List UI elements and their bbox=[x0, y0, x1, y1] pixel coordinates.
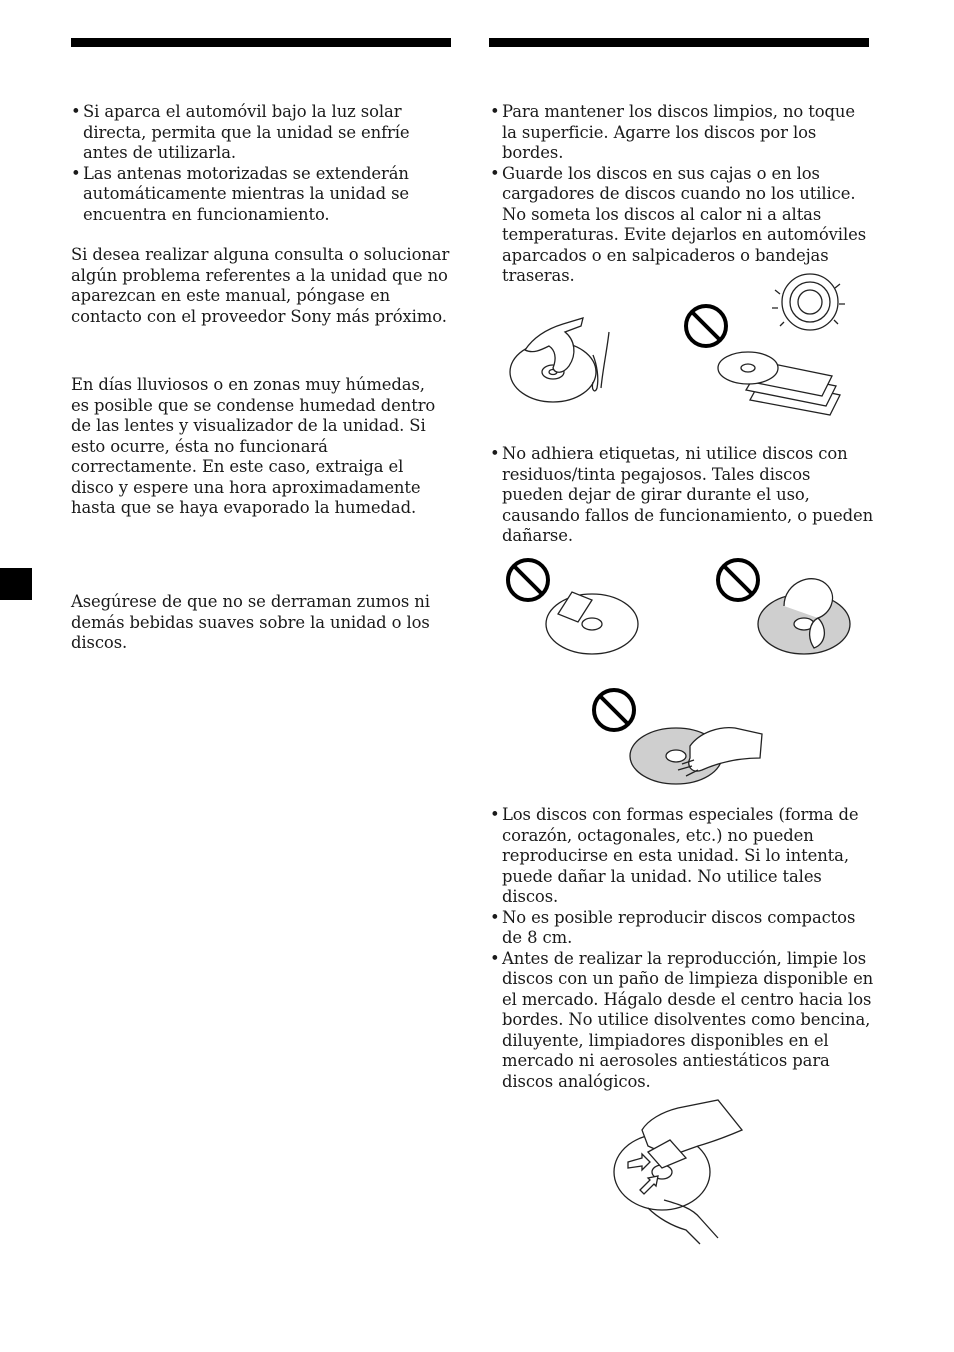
right-column bbox=[490, 444, 874, 547]
prohibited-heat-illustration bbox=[680, 270, 855, 420]
consultation-paragraph: Si desea realizar alguna consulta o solucionar algún problema referentes a la unidad que no aparezcan en este manual, póngase en contacto con el proveedor Sony más próximo. bbox=[71, 245, 450, 326]
list-item: • Los discos con formas especiales (forma de corazón, octagonales, etc.) no pueden reproducirse en esta unidad. Si lo intenta, puede dañar la unidad. No utilice tales discos. bbox=[490, 805, 874, 908]
list-item: • Guarde los discos en sus cajas o en los cargadores de discos cuando no los utilice. No someta los discos al calor ni a altas temperaturas. Evite dejarlos en automóviles aparcados o en salpicaderos o bandejas traseras. bbox=[490, 164, 874, 287]
list-item: • No adhiera etiquetas, ni utilice discos con residuos/tinta pegajosos. Tales discos pueden dejar de girar durante el uso, causando fallos de funcionamiento, o pueden dañarse. bbox=[490, 444, 874, 547]
prohibited-touching-illustration bbox=[590, 686, 770, 786]
left-column bbox=[71, 375, 447, 519]
list-item: • Para mantener los discos limpios, no toque la superficie. Agarre los discos por los bordes. bbox=[490, 102, 874, 164]
humidity-paragraph: En días lluviosos o en zonas muy húmedas, es posible que se condense humedad dentro de las lentes y visualizador de la unidad. Si esto ocurre, ésta no funcionará correctamente. En este caso, extraiga el disco y espere una hora aproximadamente hasta que se haya evaporado la humedad. bbox=[71, 375, 436, 517]
page-edge-tab bbox=[0, 568, 32, 600]
list-item: • No es posible reproducir discos compactos de 8 cm. bbox=[490, 908, 874, 949]
cleaning-disc-illustration bbox=[608, 1100, 748, 1248]
prohibited-peeling-disc-illustration bbox=[714, 556, 854, 660]
right-header-rule bbox=[489, 38, 869, 47]
left-header-rule bbox=[71, 38, 451, 47]
left-column bbox=[71, 592, 431, 654]
left-bullet-list bbox=[71, 102, 453, 225]
disc-care-list bbox=[490, 102, 874, 287]
prohibited-label-illustration bbox=[504, 556, 644, 660]
right-column bbox=[490, 805, 874, 1092]
list-item: • Si aparca el automóvil bajo la luz solar directa, permita que la unidad se enfríe antes de utilizarla. bbox=[71, 102, 453, 164]
disc-usage-list bbox=[490, 805, 874, 1092]
list-item: • Las antenas motorizadas se extenderán automáticamente mientras la unidad se encuentra en funcionamiento. bbox=[71, 164, 453, 226]
left-column bbox=[71, 245, 453, 327]
label-warning-list bbox=[490, 444, 874, 547]
left-column bbox=[71, 102, 453, 225]
list-item: • Antes de realizar la reproducción, limpie los discos con un paño de limpieza disponible en el mercado. Hágalo desde el centro hacia los bordes. No utilice disolventes como bencina, diluyente, limpiadores disponibles en el mercado ni aerosoles antiestáticos para discos analógicos. bbox=[490, 949, 874, 1093]
liquids-paragraph: Asegúrese de que no se derraman zumos ni demás bebidas suaves sobre la unidad o los discos. bbox=[71, 592, 430, 652]
hand-holding-disc-illustration bbox=[505, 310, 630, 410]
right-column bbox=[490, 102, 874, 287]
